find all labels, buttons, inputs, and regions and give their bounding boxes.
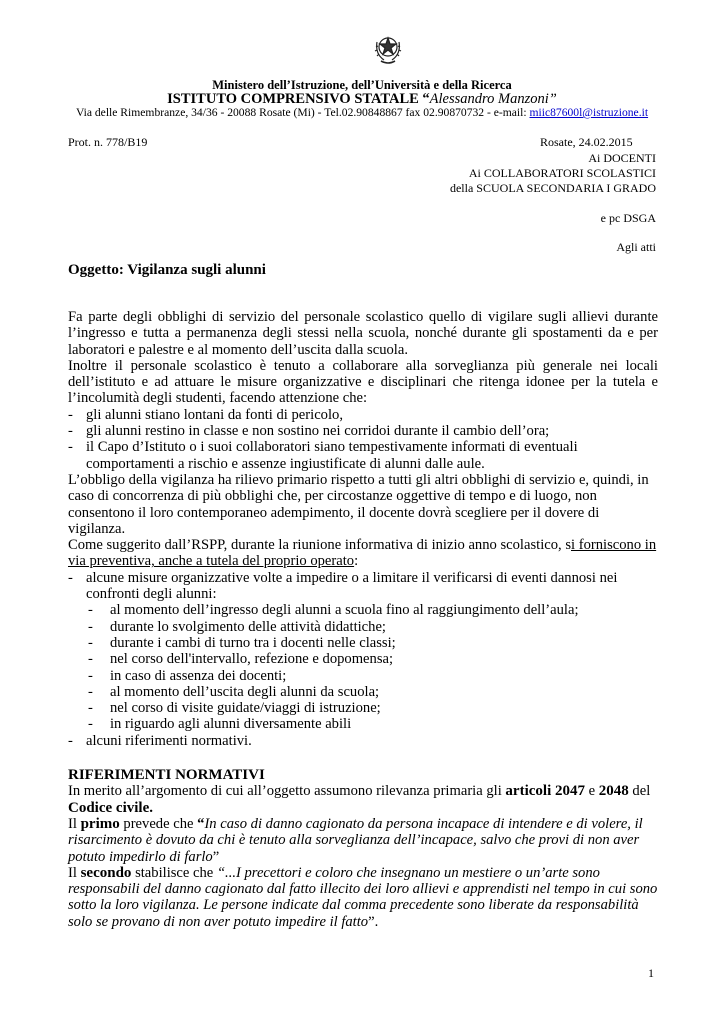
recipient-file: Agli atti xyxy=(616,240,656,254)
paragraph: L’obbligo della vigilanza ha rilievo primario rispetto a tutti gli altri obblighi di servizio e, quindi, in caso di concorrenza di più obblighi che, per circostanze oggettive di tempo e di luogo, non consentono il loro contemporaneo adempimento, il docente dovrà scegliere per il dovere di vigilanza. xyxy=(68,471,649,537)
list-item: - il Capo d’Istituto o i suoi collaboratori siano tempestivamente informati di eventuali comportamenti a rischio e assenze ingiustificate di alunni dalle aule. xyxy=(68,439,578,472)
email-link[interactable]: miic87600l@istruzione.it xyxy=(529,106,649,119)
paragraph: Il secondo stabilisce che “...I precettori e coloro che insegnano un mestiere o un’arte sono responsabili del danno cagionato dal fatto illecito dei loro allievi e apprendisti nel tempo in cui sono sotto la loro vigilanza. Le persone indicate dal comma precedente sono liberate da responsabilità solo se provano di non aver potuto impedire il fatto”. xyxy=(68,864,658,930)
sub-list-item: - al momento dell’ingresso degli alunni a scuola fino al raggiungimento dell’aula; xyxy=(88,602,579,619)
list-item: - gli alunni stiano lontani da fonti di pericolo, xyxy=(68,406,343,423)
republic-emblem-icon xyxy=(372,32,404,66)
recipient-school: della SCUOLA SECONDARIA I GRADO xyxy=(449,181,656,195)
paragraph: In merito all’argomento di cui all’oggetto assumono rilevanza primaria gli articoli 2047 e 2048 del Codice civile. xyxy=(68,783,651,816)
subject-line: Oggetto: Vigilanza sugli alunni xyxy=(68,262,266,278)
sub-list-item: - in caso di assenza dei docenti; xyxy=(88,667,287,684)
list-item: - alcuni riferimenti normativi. xyxy=(68,732,252,749)
paragraph: Fa parte degli obblighi di servizio del personale scolastico quello di vigilare sugli allievi durante l’ingresso e tutta a permanenza degli stessi nella scuola, nonché durante gli spostamenti da e per laboratori e palestre e al momento dell’uscita dalla scuola. xyxy=(68,309,658,358)
protocol-number: Prot. n. 778/B19 xyxy=(68,135,148,149)
sub-list-item: - al momento dell’uscita degli alunni da scuola; xyxy=(88,683,380,700)
paragraph: Come suggerito dall’RSPP, durante la riunione informativa di inizio anno scolastico, si forniscono in via preventiva, anche a tutela del proprio operato: xyxy=(68,537,657,570)
letter-body xyxy=(68,309,658,930)
page-number: 1 xyxy=(648,966,654,980)
school-name: ISTITUTO COMPRENSIVO STATALE “Alessandro Manzoni” xyxy=(167,91,557,107)
sub-list-item: - in riguardo agli alunni diversamente abili xyxy=(88,716,352,733)
ministry-name: Ministero dell’Istruzione, dell’Università e della Ricerca xyxy=(212,78,512,92)
paragraph: Il primo prevede che “In caso di danno cagionato da persona incapace di intendere e di volere, il risarcimento è dovuto da chi è tenuto alla sorveglianza dell’incapace, salvo che provi di non aver potuto impedirlo di farlo” xyxy=(68,815,643,865)
sub-list-item: - durante lo svolgimento delle attività didattiche; xyxy=(88,618,386,635)
sub-list-item: - nel corso dell'intervallo, refezione e dopomensa; xyxy=(88,651,394,668)
list-item: - alcune misure organizzative volte a impedire o a limitare il verificarsi di eventi dannosi nei confronti degli alunni: xyxy=(68,569,618,603)
section-heading: RIFERIMENTI NORMATIVI xyxy=(68,767,265,784)
letter-date: Rosate, 24.02.2015 xyxy=(540,135,633,149)
paragraph: Inoltre il personale scolastico è tenuto a collaborare alla sorveglianza più generale nei locali dell’istituto e ad attuare le misure organizzative e disciplinari che ritenga idonee per la tutela e l’incolumità degli studenti, facendo attenzione che: xyxy=(68,357,658,407)
recipient-collaborators: Ai COLLABORATORI SCOLASTICI xyxy=(468,166,656,180)
recipient-teachers: Ai DOCENTI xyxy=(588,151,656,165)
school-address: Via delle Rimembranze, 34/36 - 20088 Rosate (Mi) - Tel.02.90848867 fax 02.90870732 - e-mail: miic87600l@istruzione.it xyxy=(75,106,649,119)
sub-list-item: - nel corso di visite guidate/viaggi di istruzione; xyxy=(88,700,381,717)
recipient-cc: e pc DSGA xyxy=(600,211,656,225)
list-item: - gli alunni restino in classe e non sostino nei corridoi durante il cambio dell’ora; xyxy=(68,423,550,440)
sub-list-item: - durante i cambi di turno tra i docenti nelle classi; xyxy=(88,634,396,651)
